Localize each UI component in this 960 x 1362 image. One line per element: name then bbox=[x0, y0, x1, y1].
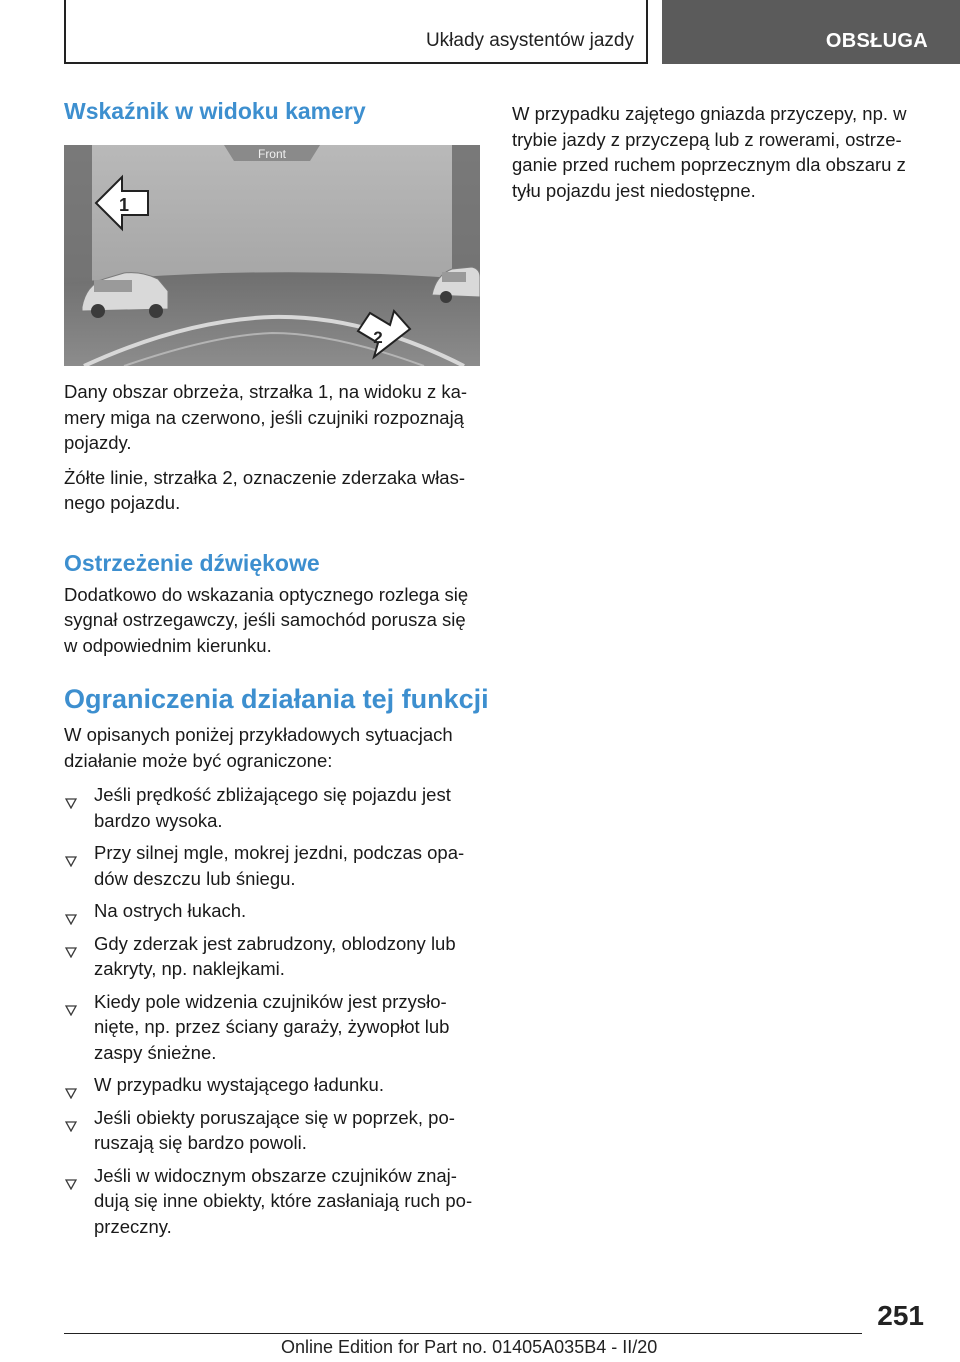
chapter-tab bbox=[662, 0, 960, 64]
limits-intro-paragraph: W opisanych poniżej przykładowych sytuacjach działanie może być ograniczone: bbox=[64, 724, 453, 771]
triangle-bullet-icon bbox=[65, 848, 77, 874]
list-item: Jeśli prędkość zbliżającego się pojazdu jest bardzo wysoka. bbox=[64, 782, 482, 833]
section-title: Układy asystentów jazdy bbox=[425, 30, 634, 51]
right-column bbox=[512, 101, 930, 203]
left-column bbox=[64, 96, 489, 1246]
list-item: Przy silnej mgle, mokrej jezdni, podczas opadów deszczu lub śniegu. bbox=[64, 840, 482, 891]
chapter-tab-label: OBSŁUGA bbox=[825, 30, 928, 52]
camera-paragraph-1: Dany obszar obrzeża, strzałka 1, na widoku z kamery miga na czerwono, jeśli czujniki rozpoznają pojazdy. bbox=[64, 381, 468, 453]
triangle-bullet-icon bbox=[65, 939, 77, 965]
triangle-bullet-icon bbox=[65, 906, 77, 932]
triangle-bullet-icon bbox=[65, 997, 77, 1023]
camera-view-illustration bbox=[64, 145, 480, 366]
list-item: Gdy zderzak jest zabrudzony, oblodzony lub zakryty, np. naklejkami. bbox=[64, 931, 482, 982]
list-item: Jeśli obiekty poruszające się w poprzek, poruszają się bardzo powoli. bbox=[64, 1105, 482, 1156]
triangle-bullet-icon bbox=[65, 1171, 77, 1197]
camera-view-figure bbox=[64, 145, 480, 366]
triangle-bullet-icon bbox=[65, 790, 77, 816]
list-item: Jeśli w widocznym obszarze czujników znajdują się inne obiekty, które zasłaniają ruch poprzeczny. bbox=[64, 1163, 482, 1240]
list-item: W przypadku wystającego ładunku. bbox=[64, 1072, 482, 1098]
camera-paragraph-2: Żółte linie, strzałka 2, oznaczenie zderzaka własnego pojazdu. bbox=[64, 466, 466, 513]
list-item: Na ostrych łukach. bbox=[64, 898, 482, 924]
edition-note: Online Edition for Part no. 01405A035B4 - II/20 bbox=[281, 1337, 658, 1357]
acoustic-paragraph: Dodatkowo do wskazania optycznego rozlega się sygnał ostrzegawczy, jeśli samochód porusza się w odpowiednim kierunku. bbox=[64, 583, 469, 656]
list-item: Kiedy pole widzenia czujników jest przysłonięte, np. przez ściany garaży, żywopłot lub zaspy śnieżne. bbox=[64, 989, 482, 1066]
arrow-2-label: 2 bbox=[373, 328, 383, 347]
trailer-paragraph: W przypadku zajętego gniazda przyczepy, np. w trybie jazdy z przyczepą lub z rowerami, ostrzeganie przed ruchem poprzecznym dla obszaru z tyłu pojazdu jest niedostępne. bbox=[512, 103, 907, 201]
triangle-bullet-icon bbox=[65, 1080, 77, 1106]
heading-camera-indicator: Wskaźnik w widoku kamery bbox=[64, 98, 366, 124]
front-label: Front bbox=[257, 147, 287, 161]
heading-acoustic-warning: Ostrzeżenie dźwiękowe bbox=[64, 549, 320, 576]
arrow-1-label: 1 bbox=[118, 195, 130, 215]
limits-list bbox=[64, 782, 482, 1239]
footer-rule bbox=[64, 1333, 862, 1334]
triangle-bullet-icon bbox=[65, 1113, 77, 1139]
heading-function-limits: Ograniczenia działania tej funkcji bbox=[64, 684, 489, 714]
page-number: 251 bbox=[877, 1300, 924, 1331]
